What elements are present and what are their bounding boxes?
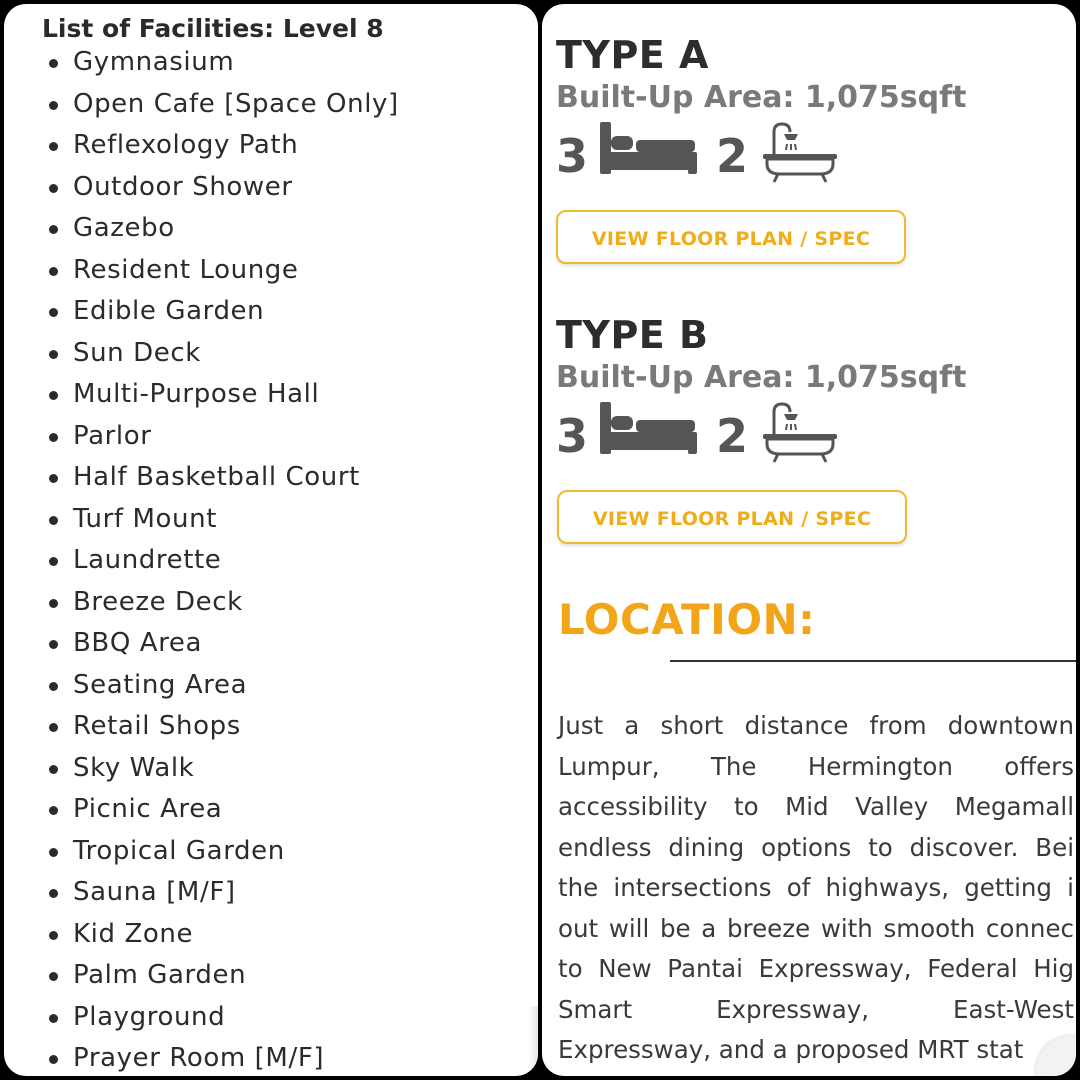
facilities-title: List of Facilities: Level 8 <box>42 14 384 43</box>
room-counts <box>556 118 967 190</box>
units-panel <box>542 4 1076 1076</box>
list-item: Kid Zone <box>44 914 399 956</box>
location-line: Lumpur, The Hermington offers <box>558 751 1074 781</box>
list-item: Seating Area <box>44 665 399 707</box>
list-item: Reflexology Path <box>44 125 399 167</box>
list-item: Parlor <box>44 416 399 458</box>
list-item: Open Cafe [Space Only] <box>44 84 399 126</box>
unit-card-type-b <box>556 312 967 470</box>
bathroom-count: 2 <box>716 129 749 183</box>
unit-area: Built-Up Area: 1,075sqft <box>556 360 967 395</box>
bathtub-icon <box>760 398 840 464</box>
divider <box>670 660 1076 662</box>
room-counts <box>556 398 967 470</box>
list-item: Multi-Purpose Hall <box>44 374 399 416</box>
location-line: Expressway, and a proposed MRT stat <box>558 1035 1024 1064</box>
list-item: Turf Mount <box>44 499 399 541</box>
unit-type-title: TYPE B <box>556 313 709 357</box>
list-item: Half Basketball Court <box>44 457 399 499</box>
location-line: to New Pantai Expressway, Federal Hig <box>558 954 1074 983</box>
list-item: Breeze Deck <box>44 582 399 624</box>
bathtub-icon <box>760 118 840 184</box>
list-item: Playground <box>44 997 399 1039</box>
location-description <box>558 706 1076 1071</box>
facilities-panel <box>4 4 538 1076</box>
list-item: BBQ Area <box>44 623 399 665</box>
list-item: Sun Deck <box>44 333 399 375</box>
unit-area: Built-Up Area: 1,075sqft <box>556 80 967 115</box>
list-item: Palm Garden <box>44 955 399 997</box>
location-line: endless dining options to discover. Bei <box>558 832 1074 862</box>
list-item: Outdoor Shower <box>44 167 399 209</box>
unit-card-type-a <box>556 32 967 190</box>
list-item: Gazebo <box>44 208 399 250</box>
view-floor-plan-button-type-a[interactable]: VIEW FLOOR PLAN / SPEC <box>556 210 906 264</box>
list-item: Prayer Room [M/F] <box>44 1038 399 1076</box>
list-item: Tropical Garden <box>44 831 399 873</box>
location-line: Just a short distance from downtown <box>558 711 1074 740</box>
bed-icon <box>596 118 704 180</box>
scroll-edge <box>528 1006 538 1066</box>
bathroom-count: 2 <box>716 409 749 463</box>
list-item: Sky Walk <box>44 748 399 790</box>
bedroom-count: 3 <box>556 129 589 183</box>
list-item: Retail Shops <box>44 706 399 748</box>
location-line: Smart Expressway, East-West <box>558 994 1074 1024</box>
list-item: Edible Garden <box>44 291 399 333</box>
list-item: Gymnasium <box>44 42 399 84</box>
list-item: Laundrette <box>44 540 399 582</box>
bedroom-count: 3 <box>556 409 589 463</box>
unit-type-title: TYPE A <box>556 33 709 77</box>
location-title: LOCATION: <box>558 595 816 644</box>
bed-icon <box>596 398 704 460</box>
location-line: accessibility to Mid Valley Megamall <box>558 792 1074 821</box>
list-item: Resident Lounge <box>44 250 399 292</box>
view-floor-plan-button-type-b[interactable]: VIEW FLOOR PLAN / SPEC <box>557 490 907 544</box>
list-item: Picnic Area <box>44 789 399 831</box>
facilities-list <box>44 42 399 1076</box>
location-line: the intersections of highways, getting i <box>558 873 1074 902</box>
list-item: Sauna [M/F] <box>44 872 399 914</box>
location-line: out will be a breeze with smooth connec <box>558 913 1074 943</box>
